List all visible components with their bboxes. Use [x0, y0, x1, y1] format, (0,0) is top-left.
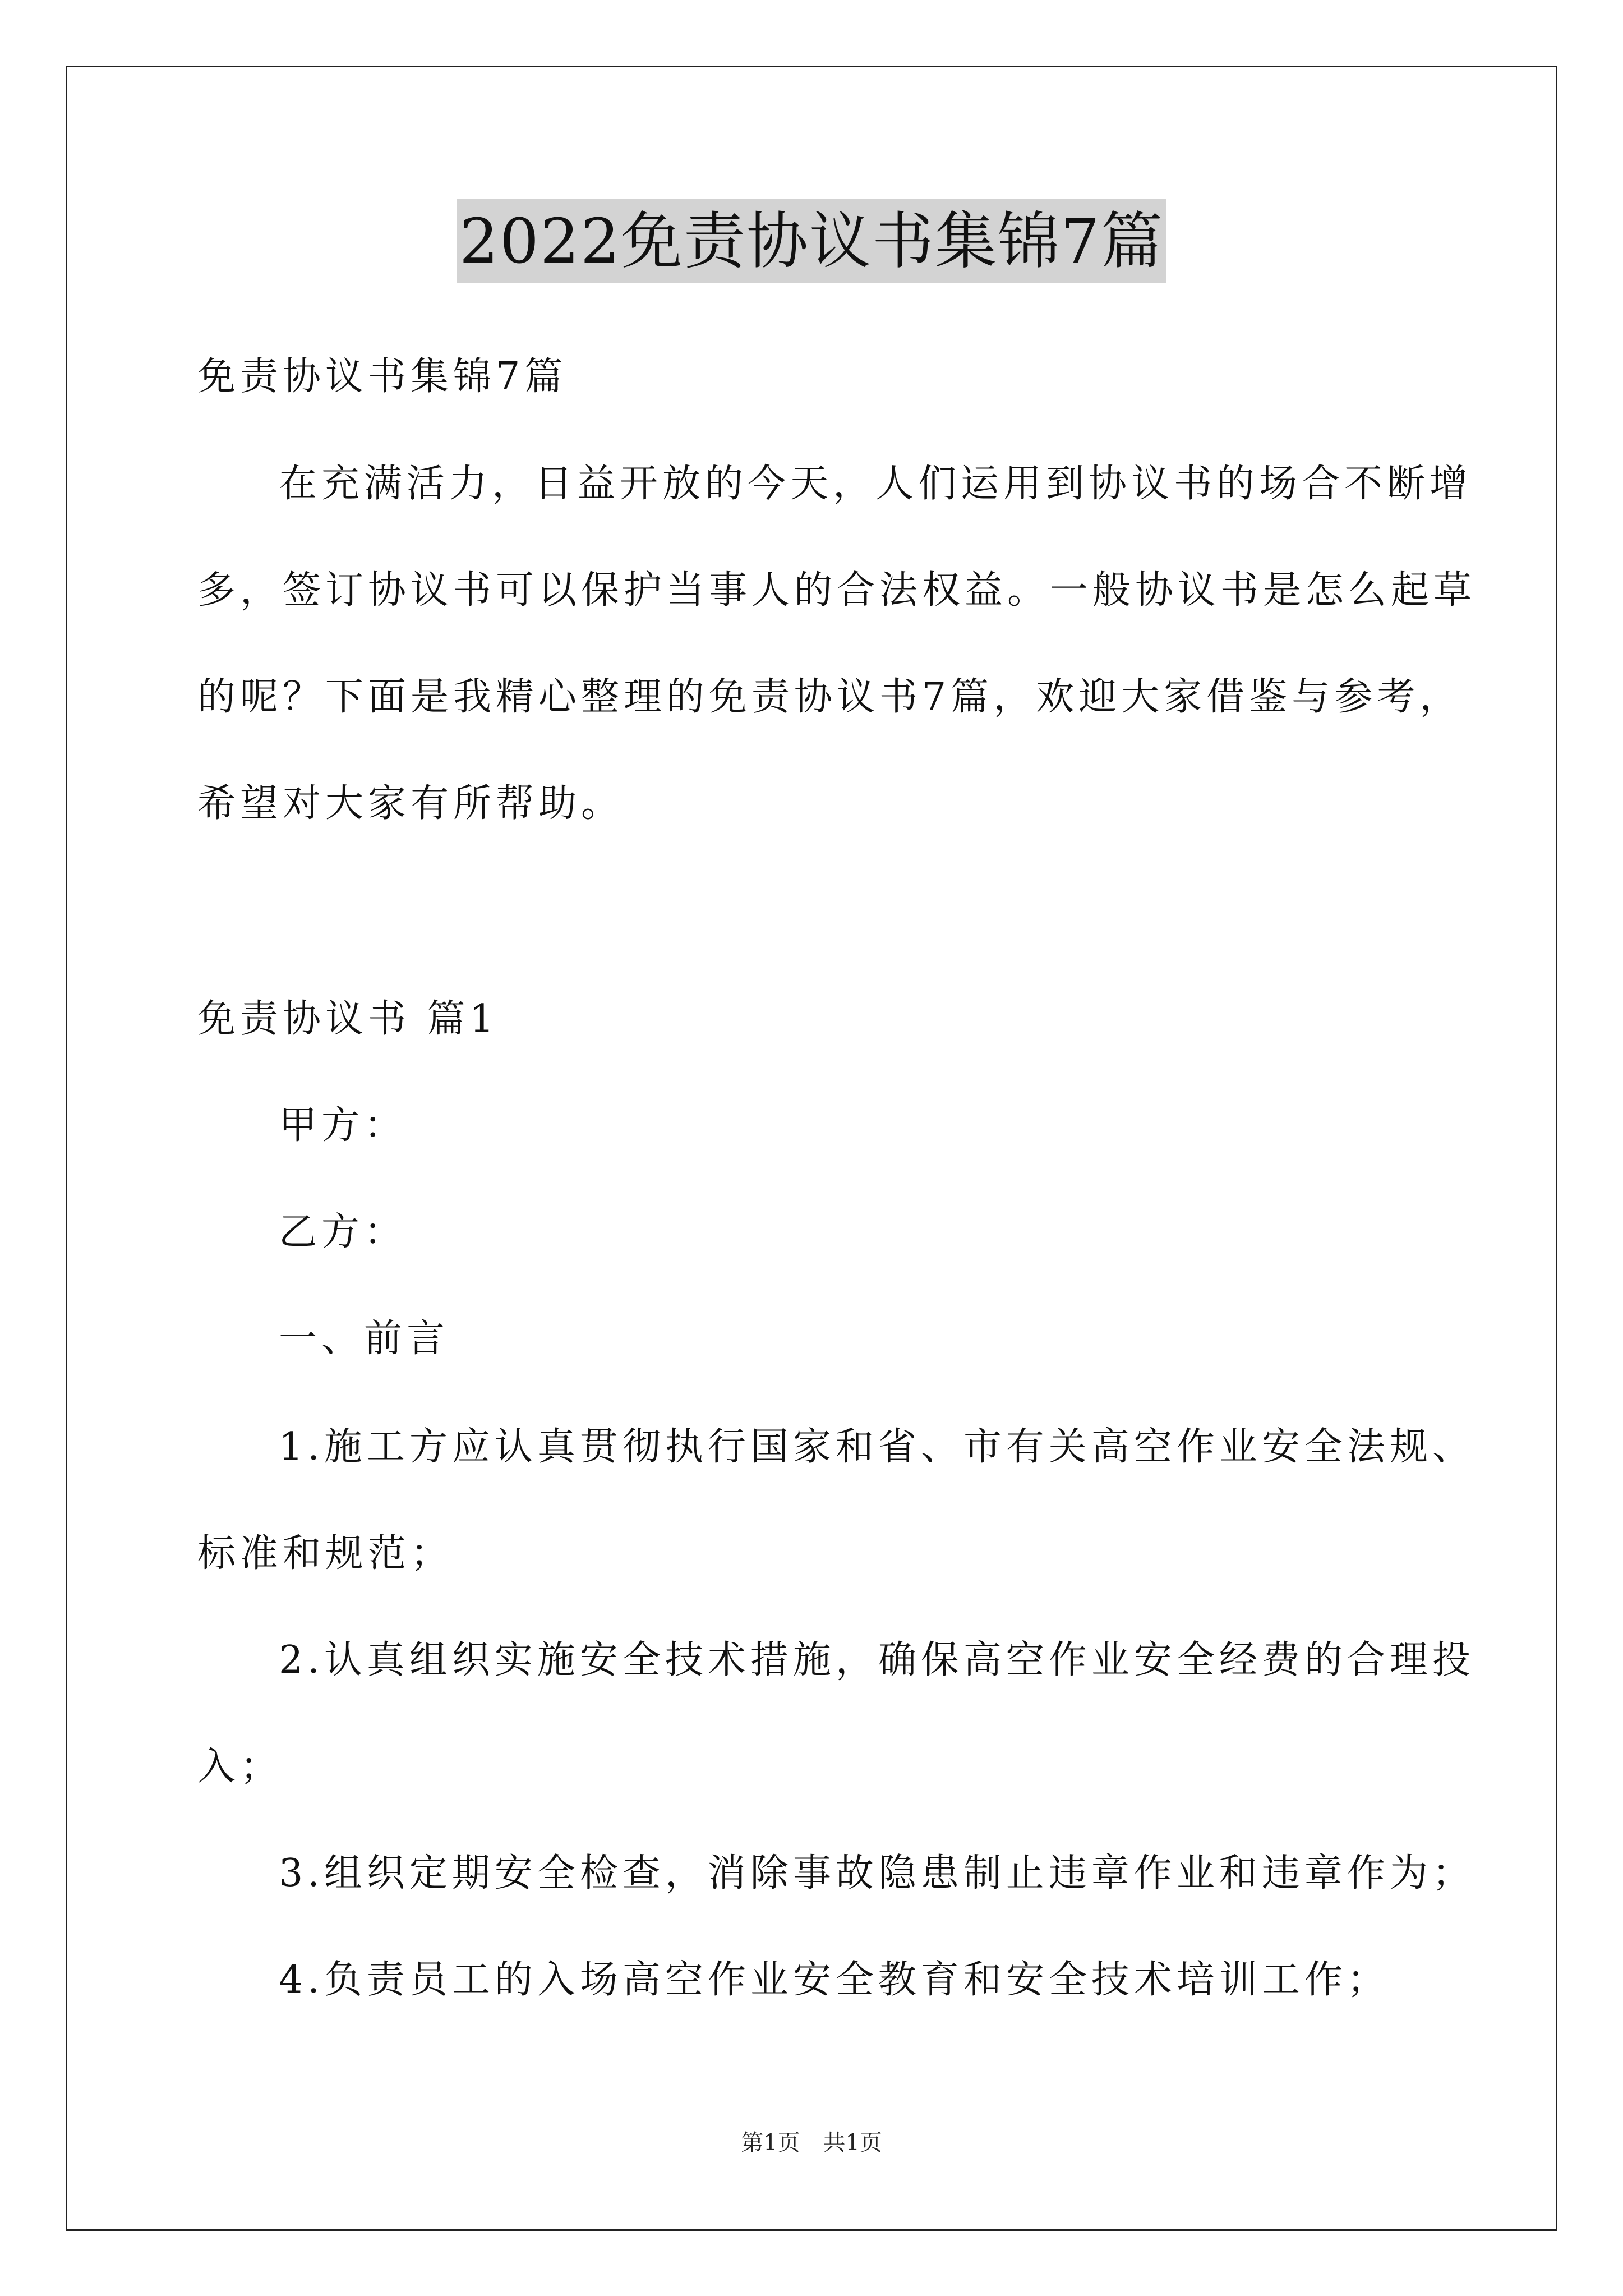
document-title: 2022免责协议书集锦7篇 [457, 199, 1166, 283]
intro-line-3: 的呢？下面是我精心整理的免责协议书7篇，欢迎大家借鉴与参考， [197, 675, 1463, 719]
intro-line-1: 在充满活力，日益开放的今天，人们运用到协议书的场合不断增 [279, 462, 1473, 506]
page-total: 共1页 [823, 2130, 882, 2156]
clause-line-2: 标准和规范； [197, 1531, 454, 1576]
party-a-label: 甲方： [279, 1103, 407, 1148]
clause-heading: 一、前言 [279, 1317, 450, 1361]
clause-line-5: 3.组织定期安全检查，消除事故隐患制止违章作业和违章作为； [279, 1851, 1475, 1895]
clause-line-3: 2.认真组织实施安全技术措施，确保高空作业安全经费的合理投 [279, 1638, 1475, 1682]
page-footer [0, 2126, 1623, 2160]
intro-line-4: 希望对大家有所帮助。 [197, 781, 624, 826]
clause-line-1: 1.施工方应认真贯彻执行国家和省、市有关高空作业安全法规、 [279, 1425, 1475, 1469]
intro-line-2: 多，签订协议书可以保护当事人的合法权益。一般协议书是怎么起草 [197, 568, 1477, 613]
clause-line-6: 4.负责员工的入场高空作业安全教育和安全技术培训工作； [279, 1958, 1390, 2002]
clause-line-4: 入； [197, 1745, 283, 1789]
title-container [0, 199, 1623, 283]
party-b-label: 乙方： [279, 1210, 407, 1254]
page-number: 第1页 [741, 2130, 800, 2156]
section-heading: 免责协议书 篇1 [197, 997, 499, 1041]
document-subtitle: 免责协议书集锦7篇 [197, 355, 568, 399]
